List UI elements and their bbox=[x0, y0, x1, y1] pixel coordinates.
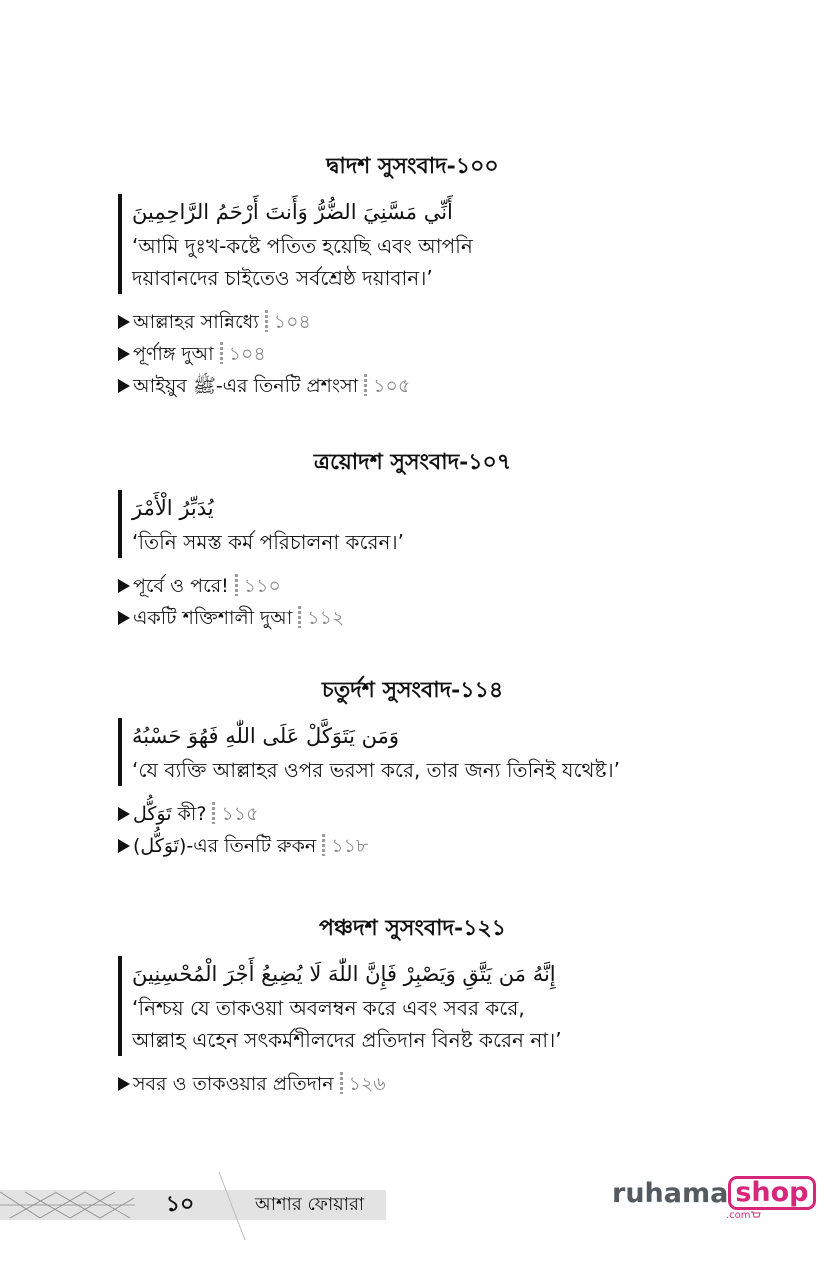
toc-item[interactable] bbox=[118, 370, 825, 402]
dotted-separator-icon bbox=[364, 374, 367, 396]
toc-label: تَوَكُّل কী? bbox=[133, 803, 207, 825]
toc-list bbox=[118, 798, 825, 862]
toc-label: সবর ও তাকওয়ার প্রতিদান bbox=[133, 1073, 334, 1095]
toc-label: (تَوَكُّل)-এর তিনটি রুকন bbox=[133, 835, 317, 857]
triangle-bullet-icon bbox=[118, 807, 130, 821]
verse-quote bbox=[118, 490, 712, 558]
verse-meaning-line: ‘নিশ্চয় যে তাকওয়া অবলম্বন করে এবং সবর করে, bbox=[132, 996, 525, 1020]
toc-page: ১০৪ bbox=[273, 311, 311, 333]
toc-page: ১১২ bbox=[307, 607, 345, 629]
toc-item[interactable] bbox=[118, 798, 825, 830]
logo-suffix: .com bbox=[726, 1210, 761, 1221]
triangle-bullet-icon bbox=[118, 1077, 130, 1091]
arabic-verse: يُدَبِّرُ الْأَمْرَ bbox=[132, 496, 214, 520]
dotted-separator-icon bbox=[265, 310, 268, 332]
toc-page: ১০৪ bbox=[228, 343, 266, 365]
arabic-verse: إِنَّهُ مَن يَتَّقِ وَيَصْبِرْ فَإِنَّ اللّٰهَ لَا يُضِيعُ أَجْرَ الْمُحْسِنِينَ bbox=[132, 962, 556, 986]
toc-item[interactable] bbox=[118, 338, 825, 370]
verse-meaning-line: ‘তিনি সমস্ত কর্ম পরিচালনা করেন।’ bbox=[132, 530, 404, 554]
dotted-separator-icon bbox=[322, 834, 325, 856]
triangle-bullet-icon bbox=[118, 347, 130, 361]
verse-quote bbox=[118, 718, 712, 786]
verse-meaning-line: ‘যে ব্যক্তি আল্লাহর ওপর ভরসা করে, তার জন্য তিনিই যথেষ্ট।’ bbox=[132, 758, 620, 782]
toc-label: পূর্ণাঙ্গ দুআ bbox=[133, 343, 214, 365]
toc-page: ১১৫ bbox=[221, 803, 259, 825]
toc-page: ১২৬ bbox=[348, 1073, 386, 1095]
triangle-bullet-icon bbox=[118, 579, 130, 593]
arabic-verse: أَنِّي مَسَّنِيَ الضُّرُّ وَأَنتَ أَرْحَمُ الرَّاحِمِينَ bbox=[132, 200, 453, 224]
toc-label: একটি শক্তিশালী দুআ bbox=[133, 607, 293, 629]
section-15 bbox=[0, 912, 825, 1100]
footer-divider bbox=[215, 1172, 250, 1242]
section-title: ত্রয়োদশ সুসংবাদ-১০৭ bbox=[313, 449, 512, 475]
triangle-bullet-icon bbox=[118, 611, 130, 625]
dotted-separator-icon bbox=[212, 802, 215, 824]
section-14 bbox=[0, 674, 825, 862]
section-title: দ্বাদশ সুসংবাদ-১০০ bbox=[326, 153, 499, 179]
verse-quote bbox=[118, 194, 712, 294]
toc-label: আইয়ুব ﷺ-এর তিনটি প্রশংসা bbox=[133, 375, 359, 397]
section-title: পঞ্চদশ সুসংবাদ-১২১ bbox=[318, 915, 507, 941]
book-title: আশার ফোয়ারা bbox=[255, 1194, 365, 1215]
logo-shop-box: shop bbox=[728, 1176, 815, 1210]
toc-page: ১০৫ bbox=[373, 375, 411, 397]
toc-list bbox=[118, 570, 825, 634]
toc-list bbox=[118, 306, 825, 402]
toc-list bbox=[118, 1068, 825, 1100]
triangle-bullet-icon bbox=[118, 379, 130, 393]
section-13 bbox=[0, 446, 825, 634]
ruhamashop-logo[interactable] bbox=[612, 1176, 816, 1220]
page-number: ১০ bbox=[165, 1192, 195, 1217]
toc-page: ১১৮ bbox=[331, 835, 369, 857]
verse-quote bbox=[118, 956, 712, 1056]
verse-meaning-line: ‘আমি দুঃখ-কষ্টে পতিত হয়েছি এবং আপনি bbox=[132, 234, 473, 258]
triangle-bullet-icon bbox=[118, 839, 130, 853]
dotted-separator-icon bbox=[220, 342, 223, 364]
toc-item[interactable] bbox=[118, 830, 825, 862]
toc-item[interactable] bbox=[118, 1068, 825, 1100]
section-12 bbox=[0, 150, 825, 402]
footer-pattern bbox=[0, 1190, 135, 1220]
section-title: চতুর্দশ সুসংবাদ-১১৪ bbox=[321, 677, 504, 703]
toc-item[interactable] bbox=[118, 602, 825, 634]
verse-meaning-line: আল্লাহ এহেন সৎকর্মশীলদের প্রতিদান বিনষ্ট করেন না।’ bbox=[132, 1028, 562, 1052]
triangle-bullet-icon bbox=[118, 315, 130, 329]
toc-label: পূর্বে ও পরে! bbox=[133, 575, 229, 597]
toc-item[interactable] bbox=[118, 306, 825, 338]
dotted-separator-icon bbox=[235, 574, 238, 596]
dotted-separator-icon bbox=[340, 1072, 343, 1094]
toc-item[interactable] bbox=[118, 570, 825, 602]
arabic-verse: وَمَن يَتَوَكَّلْ عَلَى اللّٰهِ فَهُوَ حَسْبُهُ bbox=[132, 724, 399, 748]
toc-page: ১১০ bbox=[243, 575, 281, 597]
dotted-separator-icon bbox=[298, 606, 301, 628]
toc-label: আল্লাহর সান্নিধ্যে bbox=[133, 311, 259, 333]
verse-meaning-line: দয়াবানদের চাইতেও সর্বশ্রেষ্ঠ দয়াবান।’ bbox=[132, 266, 433, 290]
cart-icon bbox=[751, 1211, 761, 1219]
logo-main: ruhama bbox=[612, 1178, 729, 1209]
